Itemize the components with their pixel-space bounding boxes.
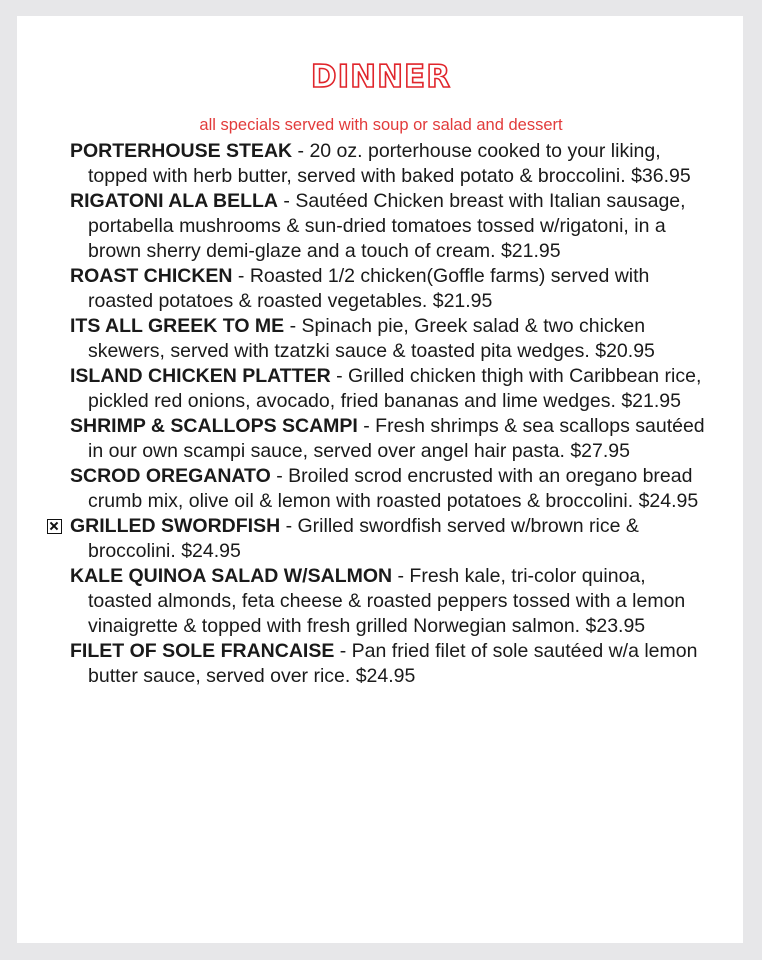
menu-item-name: RIGATONI ALA BELLA xyxy=(70,190,278,212)
menu-item-shrimp-scallops-scampi xyxy=(70,414,710,464)
menu-item-name: FILET OF SOLE FRANCAISE xyxy=(70,640,335,662)
menu-item-kale-quinoa-salad xyxy=(70,564,710,639)
menu-item-description: - Fresh kale, tri-color quinoa, toasted almonds, feta cheese & roasted peppers tossed with a lemon vinaigrette & topped with fresh grilled Norwegian salmon. $23.95 xyxy=(88,565,686,637)
menu-item-description: - Grilled chicken thigh with Caribbean rice, pickled red onions, avocado, fried bananas and lime wedges. $21.95 xyxy=(88,365,702,412)
menu-item-porterhouse-steak xyxy=(70,139,710,189)
menu-item-island-chicken-platter xyxy=(70,364,710,414)
menu-item-name: ROAST CHICKEN xyxy=(70,265,233,287)
menu-item-its-all-greek-to-me xyxy=(70,314,710,364)
menu-list xyxy=(70,139,710,689)
menu-item-description: - Grilled swordfish served w/brown rice & broccolini. $24.95 xyxy=(88,515,639,562)
menu-item-name: PORTERHOUSE STEAK xyxy=(70,140,293,162)
menu-item-name: ITS ALL GREEK TO ME xyxy=(70,315,285,337)
menu-item-name: KALE QUINOA SALAD W/SALMON xyxy=(70,565,393,587)
menu-item-filet-of-sole-francaise xyxy=(70,639,710,689)
menu-item-rigatoni-ala-bella xyxy=(70,189,710,264)
menu-item-name: SCROD OREGANATO xyxy=(70,465,271,487)
menu-item-description: - Spinach pie, Greek salad & two chicken skewers, served with tzatzki sauce & toasted pita wedges. $20.95 xyxy=(88,315,655,362)
menu-item-description: - 20 oz. porterhouse cooked to your liking, topped with herb butter, served with baked potato & broccolini. $36.95 xyxy=(88,140,691,187)
menu-item-roast-chicken xyxy=(70,264,710,314)
menu-item-description: - Broiled scrod encrusted with an oregano bread crumb mix, olive oil & lemon with roasted potatoes & broccolini. $24.95 xyxy=(88,465,699,512)
menu-title: DINNER xyxy=(310,59,452,95)
menu-item-description: - Roasted 1/2 chicken(Goffle farms) served with roasted potatoes & roasted vegetables. $21.95 xyxy=(88,265,650,312)
menu-item-name: GRILLED SWORDFISH xyxy=(70,515,281,537)
menu-item-scrod-oreganato xyxy=(70,464,710,514)
menu-item-description: - Pan fried filet of sole sautéed w/a lemon butter sauce, served over rice. $24.95 xyxy=(88,640,698,687)
menu-item-grilled-swordfish xyxy=(70,514,710,564)
checkbox-x-icon xyxy=(47,519,62,534)
menu-item-name: ISLAND CHICKEN PLATTER xyxy=(70,365,331,387)
menu-item-description: - Sautéed Chicken breast with Italian sausage, portabella mushrooms & sun-dried tomatoes tossed w/rigatoni, in a brown sherry demi-glaze and a touch of cream. $21.95 xyxy=(88,190,686,262)
menu-subtitle: all specials served with soup or salad and dessert xyxy=(199,116,563,134)
menu-item-name: SHRIMP & SCALLOPS SCAMPI xyxy=(70,415,358,437)
menu-item-description: - Fresh shrimps & sea scallops sautéed in our own scampi sauce, served over angel hair pasta. $27.95 xyxy=(88,415,705,462)
